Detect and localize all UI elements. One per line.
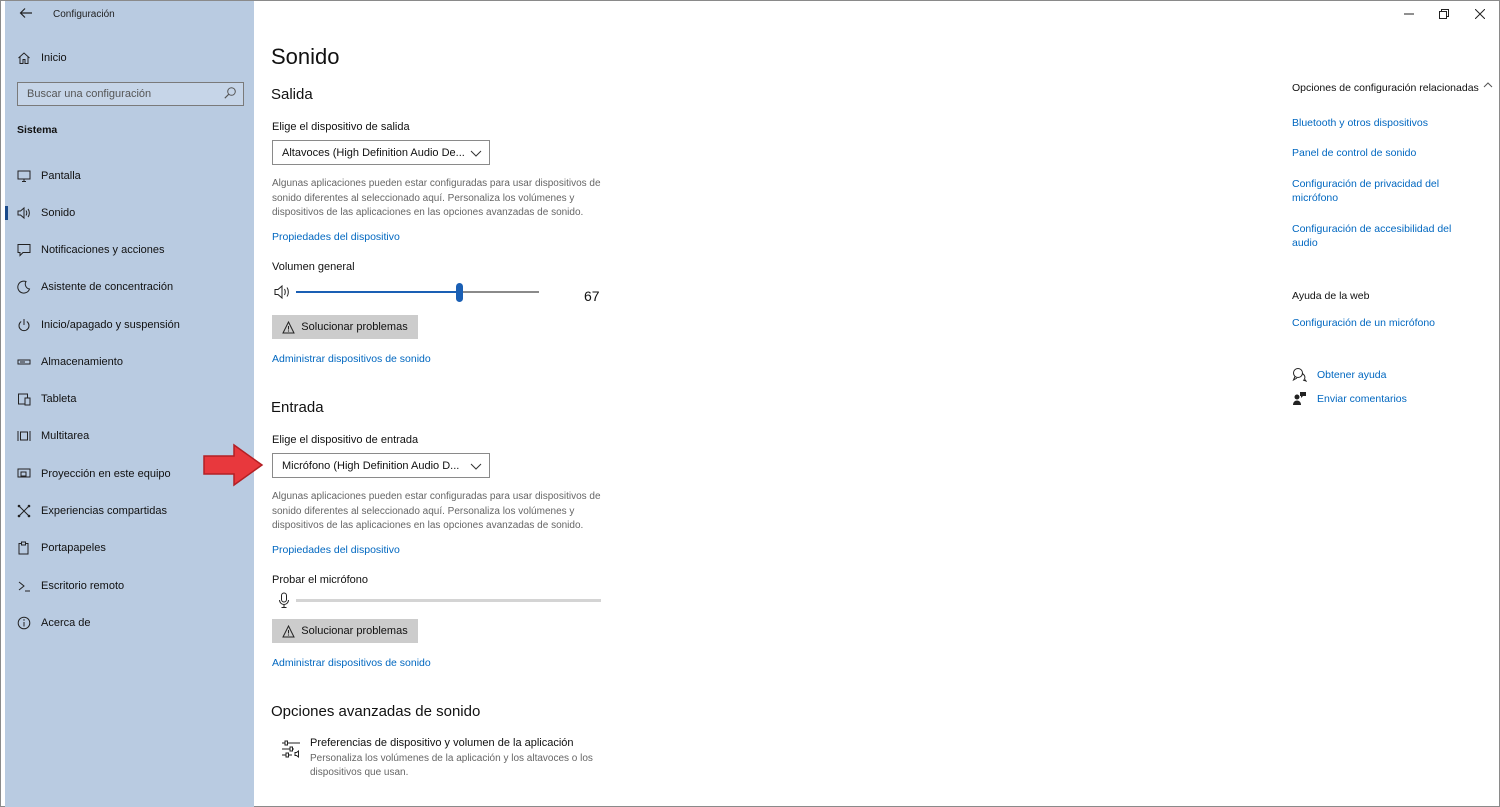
get-help-label: Obtener ayuda: [1317, 368, 1387, 381]
output-troubleshoot-label: Solucionar problemas: [301, 321, 408, 333]
mic-test-label: Probar el micrófono: [272, 574, 368, 586]
sidebar-item-label: Sonido: [41, 207, 76, 219]
projection-icon: [17, 467, 31, 481]
input-device-properties-link[interactable]: Propiedades del dispositivo: [272, 544, 400, 556]
notification-icon: [17, 243, 31, 257]
microphone-icon: [278, 592, 290, 614]
storage-icon: [17, 355, 31, 369]
scroll-up-arrow-icon[interactable]: [1483, 77, 1493, 87]
send-feedback-label: Enviar comentarios: [1317, 392, 1407, 405]
monitor-icon: [17, 169, 31, 183]
sidebar-item-asistente[interactable]: [5, 273, 254, 301]
app-volume-title: Preferencias de dispositivo y volumen de la aplicación: [310, 737, 574, 749]
app-title: Configuración: [53, 9, 115, 20]
sidebar: [5, 1, 254, 807]
output-help-text: Algunas aplicaciones pueden estar configuradas para usar dispositivos de sonido diferentes al seleccionado aquí. Personaliza los volúmenes y dispositivos de las aplicaciones en las opciones avanzadas de sonido.: [272, 178, 601, 218]
home-link[interactable]: [17, 49, 67, 67]
moon-icon: [17, 280, 31, 294]
volume-slider[interactable]: [272, 282, 592, 302]
tablet-icon: [17, 392, 31, 406]
sidebar-item-experiencias[interactable]: [5, 497, 254, 525]
sidebar-item-portapapeles[interactable]: [5, 534, 254, 562]
sidebar-item-sonido[interactable]: [5, 199, 254, 227]
input-troubleshoot-button[interactable]: [272, 619, 418, 643]
sidebar-item-escritorio-remoto[interactable]: [5, 572, 254, 600]
advanced-heading: Opciones avanzadas de sonido: [271, 703, 481, 720]
related-heading: Opciones de configuración relacionadas: [1292, 82, 1479, 94]
related-link-sound-control-panel[interactable]: Panel de control de sonido: [1292, 147, 1417, 159]
volume-slider-fill: [296, 291, 459, 293]
search-input[interactable]: [17, 82, 244, 106]
volume-slider-thumb[interactable]: [456, 283, 463, 302]
send-feedback-link[interactable]: [1292, 391, 1407, 406]
speaker-icon: [17, 206, 31, 220]
app-volume-description: Personaliza los volúmenes de la aplicación y los altavoces o los dispositivos que usan.: [310, 753, 593, 778]
sidebar-item-label: Asistente de concentración: [41, 281, 174, 293]
related-link-audio-accessibility[interactable]: Configuración de accesibilidad del audio: [1292, 223, 1452, 249]
close-icon[interactable]: [1462, 1, 1498, 27]
sidebar-item-label: Pantalla: [41, 170, 81, 182]
restore-icon[interactable]: [1426, 1, 1462, 27]
sidebar-item-label: Almacenamiento: [41, 356, 123, 368]
input-device-dropdown[interactable]: [272, 453, 490, 478]
sidebar-item-acerca-de[interactable]: [5, 609, 254, 637]
annotation-arrow-icon: [202, 443, 264, 487]
search-icon[interactable]: [223, 86, 239, 102]
share-icon: [17, 504, 31, 518]
output-heading: Salida: [271, 86, 313, 103]
help-chat-icon: [1292, 367, 1307, 382]
volume-value: 67: [584, 288, 600, 304]
sidebar-item-label: Notificaciones y acciones: [41, 244, 165, 256]
related-link-mic-privacy[interactable]: Configuración de privacidad del micrófono: [1292, 178, 1440, 204]
output-device-value: Altavoces (High Definition Audio De...: [282, 146, 465, 159]
mixer-icon: [281, 739, 301, 759]
power-icon: [17, 318, 31, 332]
sidebar-item-inicio-apagado[interactable]: [5, 311, 254, 339]
warning-icon: [282, 625, 295, 638]
sidebar-item-label: Experiencias compartidas: [41, 505, 167, 517]
home-label: Inicio: [41, 52, 67, 64]
sidebar-item-label: Tableta: [41, 393, 77, 405]
output-device-properties-link[interactable]: Propiedades del dispositivo: [272, 231, 400, 243]
input-troubleshoot-label: Solucionar problemas: [301, 625, 408, 637]
chevron-down-icon: [467, 144, 485, 162]
volume-label: Volumen general: [272, 261, 355, 273]
related-link-bluetooth[interactable]: Bluetooth y otros dispositivos: [1292, 117, 1428, 129]
sidebar-item-label: Escritorio remoto: [41, 580, 125, 592]
title-bar: [5, 1, 254, 29]
output-device-dropdown[interactable]: [272, 140, 490, 165]
get-help-link[interactable]: [1292, 367, 1386, 382]
input-device-label: Elige el dispositivo de entrada: [272, 434, 419, 446]
search-placeholder: Buscar una configuración: [27, 88, 152, 100]
sidebar-item-tableta[interactable]: [5, 385, 254, 413]
main-content: [254, 1, 1500, 807]
home-icon: [17, 51, 31, 65]
sidebar-item-label: Inicio/apagado y suspensión: [41, 319, 180, 331]
warning-icon: [282, 321, 295, 334]
sidebar-item-notificaciones[interactable]: [5, 236, 254, 264]
volume-slider-track[interactable]: [296, 291, 539, 293]
sidebar-item-label: Multitarea: [41, 430, 90, 442]
back-arrow-icon[interactable]: [15, 5, 37, 23]
sidebar-item-label: Proyección en este equipo: [41, 468, 171, 480]
sidebar-item-almacenamiento[interactable]: [5, 348, 254, 376]
input-manage-devices-link[interactable]: Administrar dispositivos de sonido: [272, 657, 431, 669]
clipboard-icon: [17, 541, 31, 555]
sidebar-item-pantalla[interactable]: [5, 162, 254, 190]
output-troubleshoot-button[interactable]: [272, 315, 418, 339]
input-device-value: Micrófono (High Definition Audio D...: [282, 459, 460, 472]
page-title: Sonido: [271, 44, 340, 69]
speaker-icon[interactable]: [274, 284, 291, 305]
minimize-icon[interactable]: [1391, 1, 1427, 27]
output-device-label: Elige el dispositivo de salida: [272, 121, 410, 133]
sidebar-item-label: Portapapeles: [41, 542, 106, 554]
sidebar-item-label: Acerca de: [41, 617, 91, 629]
input-heading: Entrada: [271, 399, 324, 416]
input-help-text: Algunas aplicaciones pueden estar configuradas para usar dispositivos de sonido diferentes al seleccionado aquí. Personaliza los volúmenes y dispositivos de las aplicaciones en las opciones avanzadas de sonido.: [272, 491, 601, 531]
section-label: Sistema: [17, 124, 58, 136]
remote-icon: [17, 579, 31, 593]
feedback-icon: [1292, 391, 1307, 406]
web-help-heading: Ayuda de la web: [1292, 290, 1370, 302]
multitask-icon: [17, 429, 31, 443]
mic-level-meter: [296, 599, 601, 602]
info-icon: [17, 616, 31, 630]
output-manage-devices-link[interactable]: Administrar dispositivos de sonido: [272, 353, 431, 365]
chevron-down-icon: [467, 457, 485, 475]
web-help-link[interactable]: Configuración de un micrófono: [1292, 317, 1436, 329]
